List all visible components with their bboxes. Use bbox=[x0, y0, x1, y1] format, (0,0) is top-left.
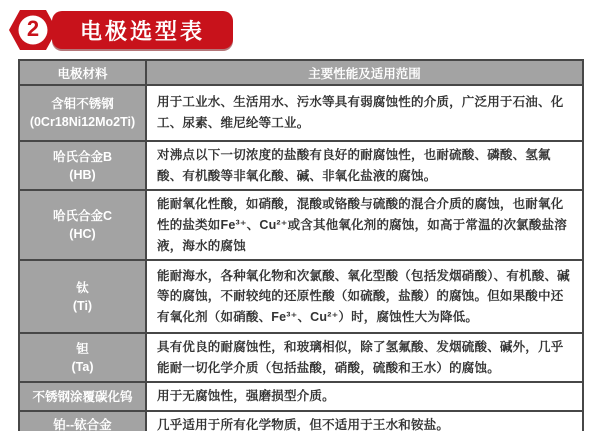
section-number: 2 bbox=[26, 16, 40, 42]
page-title: 电极选型表 bbox=[52, 11, 233, 49]
table-row bbox=[19, 190, 583, 260]
material-name: 钛 bbox=[76, 280, 89, 295]
description-cell: 能耐海水，各种氧化物和次氯酸、氧化型酸（包括发烟硝酸）、有机酸、碱等的腐蚀，不耐较纯的还原性酸（如硫酸，盐酸）的腐蚀。但如果酸中还有氧化剂（如硝酸、Fe³⁺、Cu²⁺）时，腐蚀性大为降低。 bbox=[146, 260, 583, 333]
material-cell bbox=[19, 141, 146, 190]
material-cell bbox=[19, 260, 146, 333]
material-code: (Ta) bbox=[71, 359, 94, 374]
description-cell: 几乎适用于所有化学物质，但不适用于王水和铵盐。 bbox=[146, 411, 583, 431]
table-row bbox=[19, 333, 583, 382]
column-header-performance: 主要性能及适用范围 bbox=[146, 60, 583, 85]
table-row bbox=[19, 141, 583, 190]
material-code: (HC) bbox=[69, 227, 96, 242]
material-cell bbox=[19, 411, 146, 431]
description-cell: 用于工业水、生活用水、污水等具有弱腐蚀性的介质，广泛用于石油、化工、尿素、维尼纶等工业。 bbox=[146, 85, 583, 141]
table-row bbox=[19, 260, 583, 333]
section-number-badge bbox=[8, 7, 58, 53]
material-cell bbox=[19, 333, 146, 382]
description-cell: 能耐氧化性酸，如硝酸，混酸或铬酸与硫酸的混合介质的腐蚀，也耐氧化性的盐类如Fe³⁺、Cu²⁺或含其他氧化剂的腐蚀，如高于常温的次氯酸盐溶液，海水的腐蚀 bbox=[146, 190, 583, 260]
description-cell: 对沸点以下一切浓度的盐酸有良好的耐腐蚀性，也耐硫酸、磷酸、氢氟酸、有机酸等非氧化酸、碱、非氧化盐液的腐蚀。 bbox=[146, 141, 583, 190]
material-name: 钽 bbox=[76, 341, 89, 356]
column-header-material: 电极材料 bbox=[19, 60, 146, 85]
table-row bbox=[19, 411, 583, 431]
material-name: 哈氏合金C bbox=[52, 209, 113, 224]
material-code: (HB) bbox=[69, 167, 96, 182]
description-cell: 用于无腐蚀性，强磨损型介质。 bbox=[146, 382, 583, 411]
material-code: (Ti) bbox=[72, 298, 93, 313]
material-code: (0Cr18Ni12Mo2Ti) bbox=[29, 115, 136, 129]
table-row bbox=[19, 382, 583, 411]
material-name: 含钼不锈钢 bbox=[51, 96, 114, 111]
table-header-row bbox=[19, 60, 583, 85]
material-cell bbox=[19, 85, 146, 141]
material-cell bbox=[19, 382, 146, 411]
material-name: 不锈钢涂覆碳化钨 bbox=[32, 389, 133, 404]
page-header bbox=[8, 6, 233, 54]
electrode-selection-table bbox=[18, 59, 584, 431]
material-cell bbox=[19, 190, 146, 260]
material-name: 哈氏合金B bbox=[52, 149, 113, 164]
material-name: 铂--铱合金 bbox=[53, 418, 112, 431]
table-row bbox=[19, 85, 583, 141]
description-cell: 具有优良的耐腐蚀性，和玻璃相似，除了氢氟酸、发烟硫酸、碱外，几乎能耐一切化学介质（包括盐酸，硝酸，硫酸和王水）的腐蚀。 bbox=[146, 333, 583, 382]
